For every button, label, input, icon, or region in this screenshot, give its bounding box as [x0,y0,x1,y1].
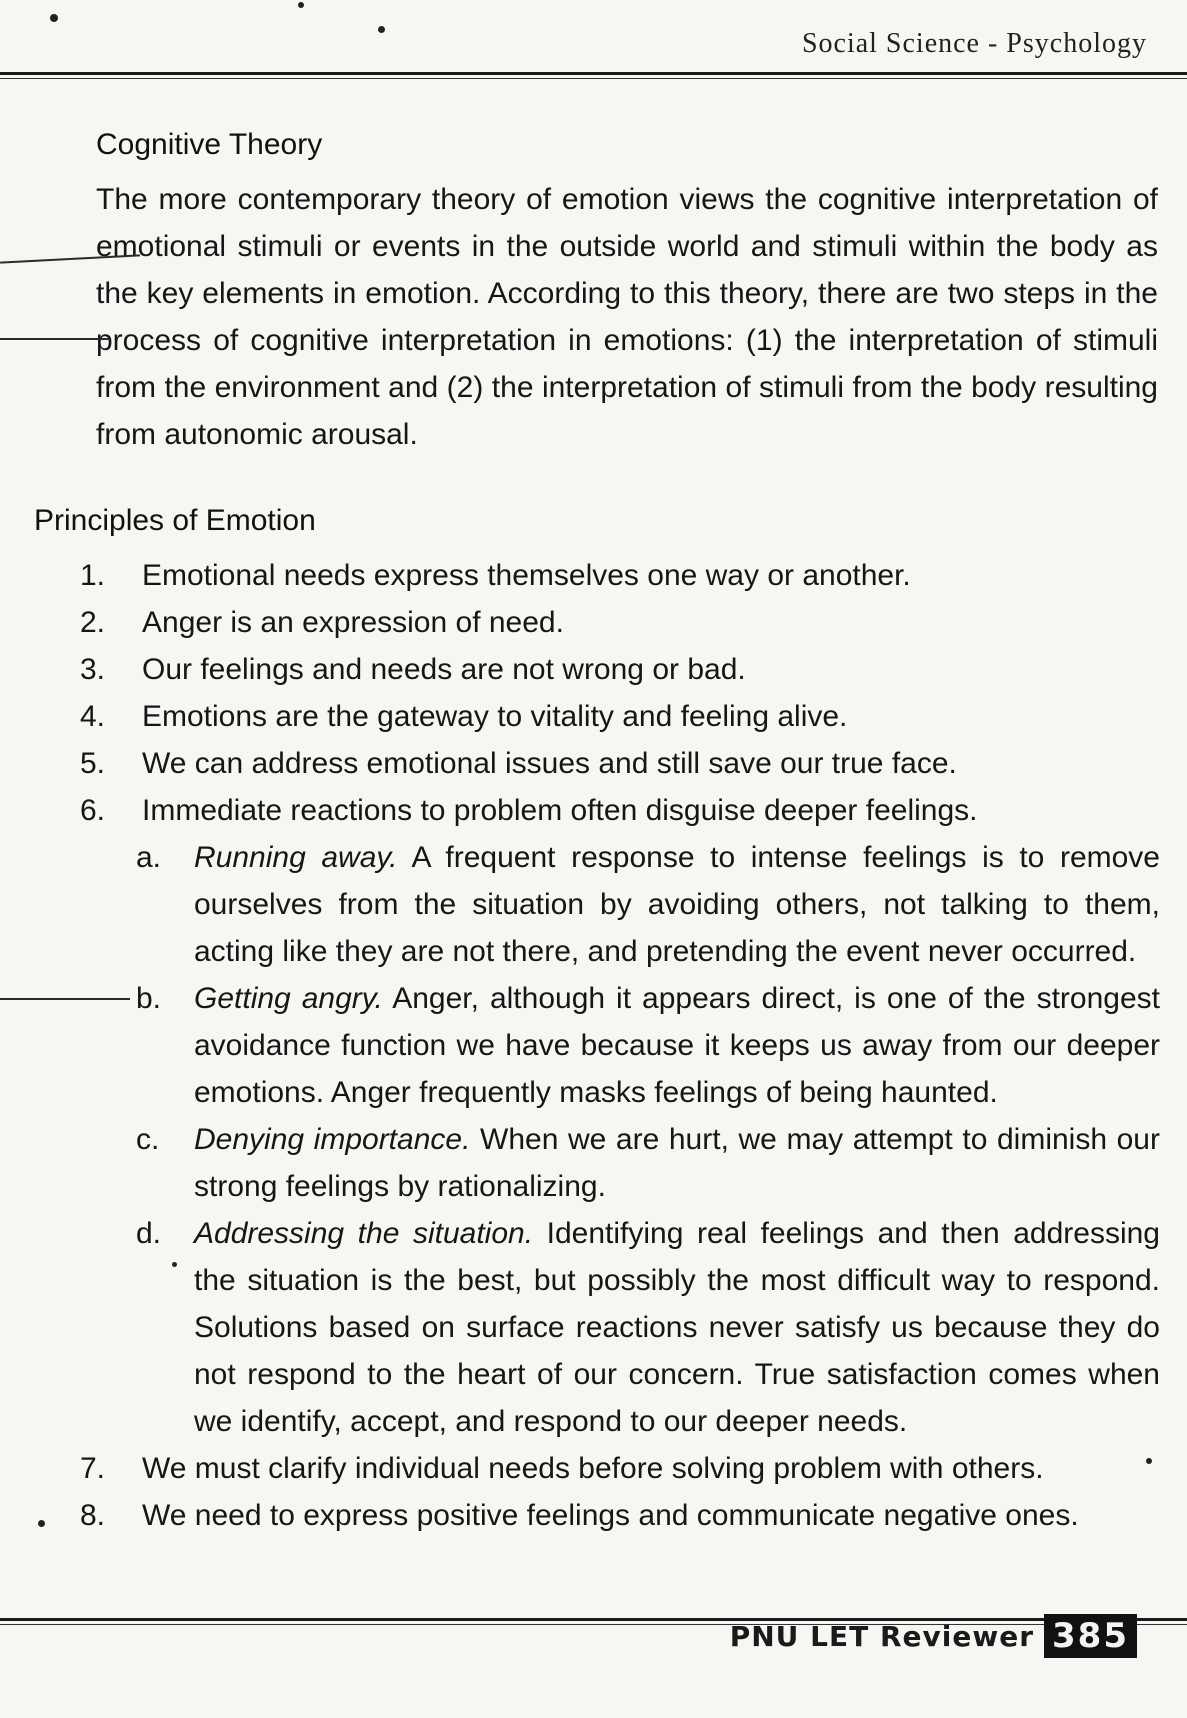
header-rule-secondary [0,78,1187,79]
principle-item-3 [80,646,1160,693]
principle-item-6 [80,787,1160,834]
principle-number: 3. [80,653,106,686]
principles-list [80,552,1160,1539]
sub-item-letter: c. [136,1123,160,1156]
sub-item-d [136,1210,1160,1445]
header-rule [0,72,1187,75]
avoidance-responses-list [80,834,1160,1445]
scan-speck [298,2,304,8]
sub-item-body [194,1210,1160,1445]
sub-item-c [136,1116,1160,1210]
principle-text: Anger is an expression of need. [142,606,564,639]
sub-item-letter: b. [136,982,162,1015]
pen-mark [0,998,130,1000]
page-footer [730,1614,1137,1658]
page-number: 385 [1044,1614,1137,1658]
principle-sub-list-container [80,834,1160,1445]
principle-item-8 [80,1492,1160,1539]
principle-number: 1. [80,559,106,592]
running-header: Social Science - Psychology [801,28,1147,59]
principle-text: Emotional needs express themselves one way or another. [142,559,911,592]
footer-label: PNU LET Reviewer [729,1619,1035,1653]
sub-item-text: Identifying real feelings and then addressing the situation is the best, but possibly the most difficult way to respond. Solutions based on surface reactions never satisfy us because they do not respond to the heart of our concern. True satisfaction comes when we identify, accept, and respond to our deeper needs. [194,1217,1160,1438]
sub-item-letter: d. [136,1217,162,1250]
scan-speck [50,14,58,22]
cognitive-theory-heading: Cognitive Theory [96,128,323,161]
scan-speck [38,1520,45,1527]
sub-item-letter: a. [136,841,162,874]
principle-text: Immediate reactions to problem often disguise deeper feelings. [142,794,978,827]
cognitive-theory-paragraph: The more contemporary theory of emotion views the cognitive interpretation of emotional stimuli or events in the outside world and stimuli within the body as the key elements in emotion. According to this theory, there are two steps in the process of cognitive interpretation in emotions: (1) the interpretation of stimuli from the environment and (2) the interpretation of stimuli from the body resulting from autonomic arousal. [96,183,1158,451]
principle-text: We can address emotional issues and still save our true face. [142,747,957,780]
sub-item-term: Addressing the situation. [194,1217,534,1250]
sub-item-text: When we are hurt, we may attempt to diminish our strong feelings by rationalizing. [194,1123,1160,1203]
principle-number: 7. [80,1452,106,1485]
principle-text: Emotions are the gateway to vitality and feeling alive. [142,700,848,733]
principle-text: We must clarify individual needs before solving problem with others. [142,1452,1044,1485]
sub-item-body [194,1116,1160,1210]
sub-item-a [136,834,1160,975]
pen-mark [0,338,110,340]
principle-item-5 [80,740,1160,787]
principle-text: Our feelings and needs are not wrong or bad. [142,653,746,686]
sub-item-text: Anger, although it appears direct, is one of the strongest avoidance function we have because it keeps us away from our deeper emotions. Anger frequently masks feelings of being haunted. [194,982,1160,1109]
principle-item-1 [80,552,1160,599]
sub-item-term: Denying importance. [194,1123,471,1156]
principles-heading: Principles of Emotion [34,504,316,537]
sub-item-body [194,834,1160,975]
scan-speck [1146,1458,1152,1464]
sub-item-text: A frequent response to intense feelings is to remove ourselves from the situation by avoiding others, not talking to them, acting like they are not there, and pretending the event never occurred. [194,841,1160,968]
principle-text: We need to express positive feelings and communicate negative ones. [142,1499,1079,1532]
scan-speck [378,26,385,33]
principle-item-4 [80,693,1160,740]
principle-number: 5. [80,747,106,780]
principle-number: 6. [80,794,106,827]
sub-item-body [194,975,1160,1116]
scan-speck [172,1262,177,1267]
sub-item-b [136,975,1160,1116]
principle-number: 4. [80,700,106,733]
principle-number: 2. [80,606,106,639]
principle-item-7 [80,1445,1160,1492]
principle-item-2 [80,599,1160,646]
principle-number: 8. [80,1499,106,1532]
sub-item-term: Getting angry. [194,982,383,1015]
sub-item-term: Running away. [194,841,398,874]
